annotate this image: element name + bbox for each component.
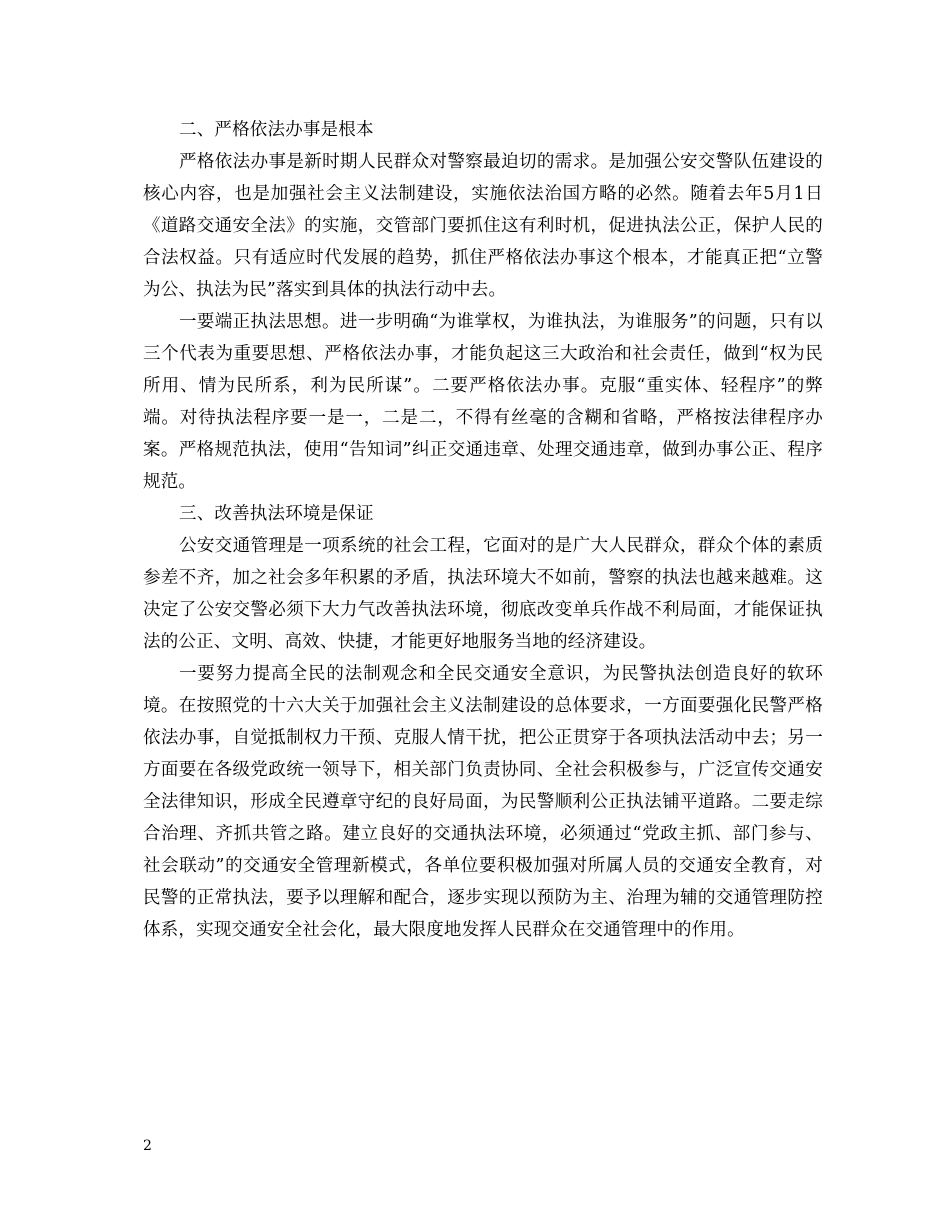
section-heading-strict-law: 二、严格依法办事是根本 [179,120,374,140]
paragraph-strict-law-measures: 一要端正执法思想。进一步明确“为谁掌权，为谁执法，为谁服务”的问题，只有以三个代表为重要思想、严格依法办事，才能负起这三大政治和社会责任，做到“权为民所用、情为民所系，利为民所谋”。二要严格依法办事。克服“重实体、轻程序”的弊端。对待执法程序要一是一，二是二，不得有丝毫的含糊和省略，严格按法律程序办案。严格规范执法，使用“告知词”纠正交通违章、处理交通违章，做到办事公正、程序规范。 [143,312,823,492]
paragraph-environment-intro: 公安交通管理是一项系统的社会工程，它面对的是广大人民群众，群众个体的素质参差不齐，加之社会多年积累的矛盾，执法环境大不如前，警察的执法也越来越难。这决定了公安交警必须下大力气改善执法环境，彻底改变单兵作战不利局面，才能保证执法的公正、文明、高效、快捷，才能更好地服务当地的经济建设。 [143,536,823,652]
section-heading-environment: 三、改善执法环境是保证 [179,504,374,524]
paragraph-strict-law-intro: 严格依法办事是新时期人民群众对警察最迫切的需求。是加强公安交警队伍建设的核心内容，也是加强社会主义法制建设，实施依法治国方略的必然。随着去年5月1日《道路交通安全法》的实施，交管部门要抓住这有利时机，促进执法公正，保护人民的合法权益。只有适应时代发展的趋势，抓住严格依法办事这个根本，才能真正把“立警为公、执法为民”落实到具体的执法行动中去。 [143,152,823,300]
page-number: 2 [143,1138,152,1154]
paragraph-environment-measures: 一要努力提高全民的法制观念和全民交通安全意识，为民警执法创造良好的软环境。在按照党的十六大关于加强社会主义法制建设的总体要求，一方面要强化民警严格依法办事，自觉抵制权力干预、克服人情干扰，把公正贯穿于各项执法活动中去；另一方面要在各级党政统一领导下，相关部门负责协同、全社会积极参与，广泛宣传交通安全法律知识，形成全民遵章守纪的良好局面，为民警顺利公正执法铺平道路。二要走综合治理、齐抓共管之路。建立良好的交通执法环境，必须通过“党政主抓、部门参与、社会联动”的交通安全管理新模式，各单位要积极加强对所属人员的交通安全教育，对民警的正常执法，要予以理解和配合，逐步实现以预防为主、治理为辅的交通管理防控体系，实现交通安全社会化，最大限度地发挥人民群众在交通管理中的作用。 [143,664,823,940]
document-body [143,114,823,946]
